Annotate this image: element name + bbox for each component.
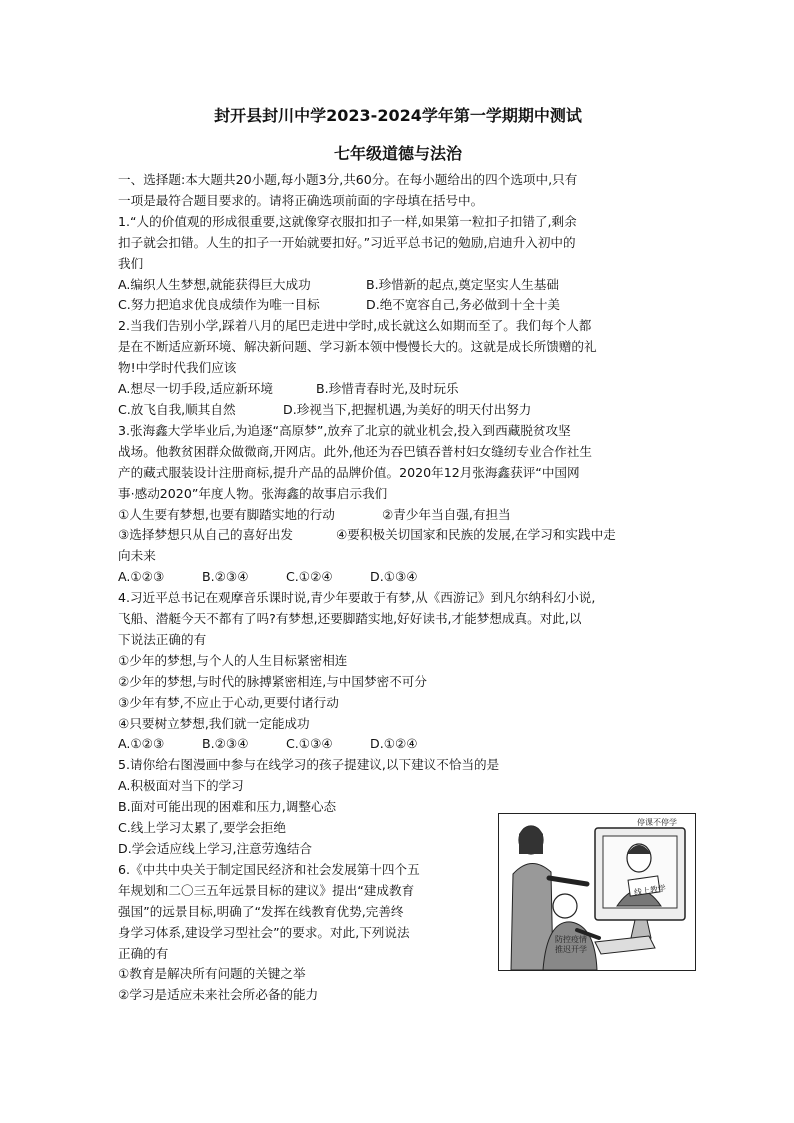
option-b[interactable]: B.珍惜新的起点,奠定坚实人生基础 (366, 276, 559, 292)
cartoon-desk-label-1: 防控疫情 (555, 935, 587, 944)
question-stem-line: 产的藏式服装设计注册商标,提升产品的品牌价值。2020年12月张海鑫获评“中国网 (118, 464, 580, 480)
question-1 (118, 212, 678, 317)
option-a[interactable]: A.想尽一切手段,适应新环境 (118, 381, 273, 397)
exam-title: 封开县封川中学2023-2024学年第一学期期中测试 (214, 106, 582, 125)
statement-2: ②少年的梦想,与时代的脉搏紧密相连,与中国梦密不可分 (118, 673, 427, 689)
question-stem-line: 强国”的远景目标,明确了“发挥在线教育优势,完善终 (118, 903, 404, 919)
question-stem-line: 下说法正确的有 (118, 631, 207, 647)
option-d[interactable]: D.珍视当下,把握机遇,为美好的明天付出努力 (283, 401, 532, 417)
question-6 (118, 860, 488, 1006)
option-b[interactable]: B.面对可能出现的困难和压力,调整心态 (118, 799, 337, 815)
option-b[interactable]: B.②③④ (202, 736, 249, 752)
option-c[interactable]: C.①③④ (286, 736, 333, 752)
statement-1: ①人生要有梦想,也要有脚踏实地的行动 (118, 506, 335, 522)
instruction-line: 一、选择题:本大题共20小题,每小题3分,共60分。在每小题给出的四个选项中,只有 (118, 172, 578, 187)
question-stem-line: 扣子就会扣错。人生的扣子一开始就要扣好。”习近平总书记的勉励,启迪升入初中的 (118, 234, 576, 250)
cartoon-screen-label: 线上教学 (633, 883, 667, 898)
question-stem-line: 正确的有 (118, 945, 169, 961)
option-row (118, 275, 678, 296)
question-stem-line: 身学习体系,建设学习型社会”的要求。对此,下列说法 (118, 924, 410, 940)
question-stem-line: 3.张海鑫大学毕业后,为追逐“高原梦”,放弃了北京的就业机会,投入到西藏脱贫攻坚 (118, 422, 571, 438)
statement-row (118, 505, 678, 526)
option-a[interactable]: A.①②③ (118, 736, 165, 752)
exam-subtitle: 七年级道德与法治 (333, 144, 462, 163)
option-c[interactable]: C.放飞自我,顺其自然 (118, 401, 236, 417)
statement-2: ②青少年当自强,有担当 (382, 506, 511, 522)
option-row (118, 400, 678, 421)
question-stem-line: 6.《中共中央关于制定国民经济和社会发展第十四个五 (118, 861, 420, 877)
statement-3: ③选择梦想只从自己的喜好出发 (118, 527, 294, 543)
option-row (118, 379, 678, 400)
statement-4: ④要积极关切国家和民族的发展,在学习和实践中走 (336, 527, 616, 543)
statement-3: ③少年有梦,不应止于心动,更要付诸行动 (118, 694, 339, 710)
question-4 (118, 588, 678, 755)
option-d[interactable]: D.①③④ (370, 569, 418, 585)
statement-2: ②学习是适应未来社会所必备的能力 (118, 987, 319, 1003)
statement-1: ①少年的梦想,与个人的人生目标紧密相连 (118, 652, 348, 668)
option-c[interactable]: C.线上学习太累了,要学会拒绝 (118, 820, 286, 836)
statement-4-cont: 向未来 (118, 548, 156, 564)
question-stem-line: 战场。他教贫困群众做微商,开网店。此外,他还为吞巴镇吞普村妇女缝纫专业合作社生 (118, 443, 592, 459)
instruction-line: 一项是最符合题目要求的。请将正确选项前面的字母填在括号中。 (118, 192, 484, 208)
question-2 (118, 316, 678, 421)
cartoon-top-label: 停课不停学 (637, 818, 677, 827)
section-instructions (118, 170, 678, 212)
question-stem-line: 年规划和二〇三五年远景目标的建议》提出“建成教育 (118, 882, 415, 898)
option-d[interactable]: D.学会适应线上学习,注意劳逸结合 (118, 841, 313, 856)
option-d[interactable]: D.绝不宽容自己,务必做到十全十美 (366, 297, 561, 313)
option-c[interactable]: C.①②④ (286, 569, 333, 585)
option-a[interactable]: A.积极面对当下的学习 (118, 778, 244, 794)
option-row (118, 295, 678, 316)
question-stem-line: 飞船、潜艇今天不都有了吗?有梦想,还要脚踏实地,好好读书,才能梦想成真。对此,以 (118, 611, 582, 627)
statement-4: ④只要树立梦想,我们就一定能成功 (118, 715, 310, 731)
question-stem-line: 4.习近平总书记在观摩音乐课时说,青少年要敢于有梦,从《西游记》到凡尔纳科幻小说, (118, 590, 596, 606)
cartoon-desk-label-2: 推迟开学 (555, 945, 587, 954)
question-stem-line: 是在不断适应新环境、解决新问题、学习新本领中慢慢长大的。这就是成长所馈赠的礼 (118, 339, 597, 355)
statement-1: ①教育是解决所有问题的关键之举 (118, 966, 306, 982)
option-a[interactable]: A.①②③ (118, 569, 165, 585)
option-row (118, 734, 678, 755)
option-c[interactable]: C.努力把追求优良成绩作为唯一目标 (118, 297, 320, 313)
option-b[interactable]: B.珍惜青春时光,及时玩乐 (316, 381, 459, 397)
online-learning-cartoon (498, 813, 696, 971)
question-stem-line: 事·感动2020”年度人物。张海鑫的故事启示我们 (118, 485, 388, 501)
question-stem-line: 2.当我们告别小学,踩着八月的尾巴走进中学时,成长就这么如期而至了。我们每个人都 (118, 318, 592, 334)
option-row (118, 567, 678, 588)
question-stem-line: 1.“人的价值观的形成很重要,这就像穿衣服扣扣子一样,如果第一粒扣子扣错了,剩余 (118, 213, 577, 229)
question-stem-line: 物!中学时代我们应该 (118, 360, 237, 376)
question-stem-line: 5.请你给右图漫画中参与在线学习的孩子提建议,以下建议不恰当的是 (118, 757, 500, 773)
question-stem-line: 我们 (118, 255, 144, 271)
option-d[interactable]: D.①②④ (370, 736, 418, 752)
option-a[interactable]: A.编织人生梦想,就能获得巨大成功 (118, 276, 311, 292)
statement-row (118, 525, 678, 546)
option-b[interactable]: B.②③④ (202, 569, 249, 585)
question-3 (118, 421, 678, 588)
